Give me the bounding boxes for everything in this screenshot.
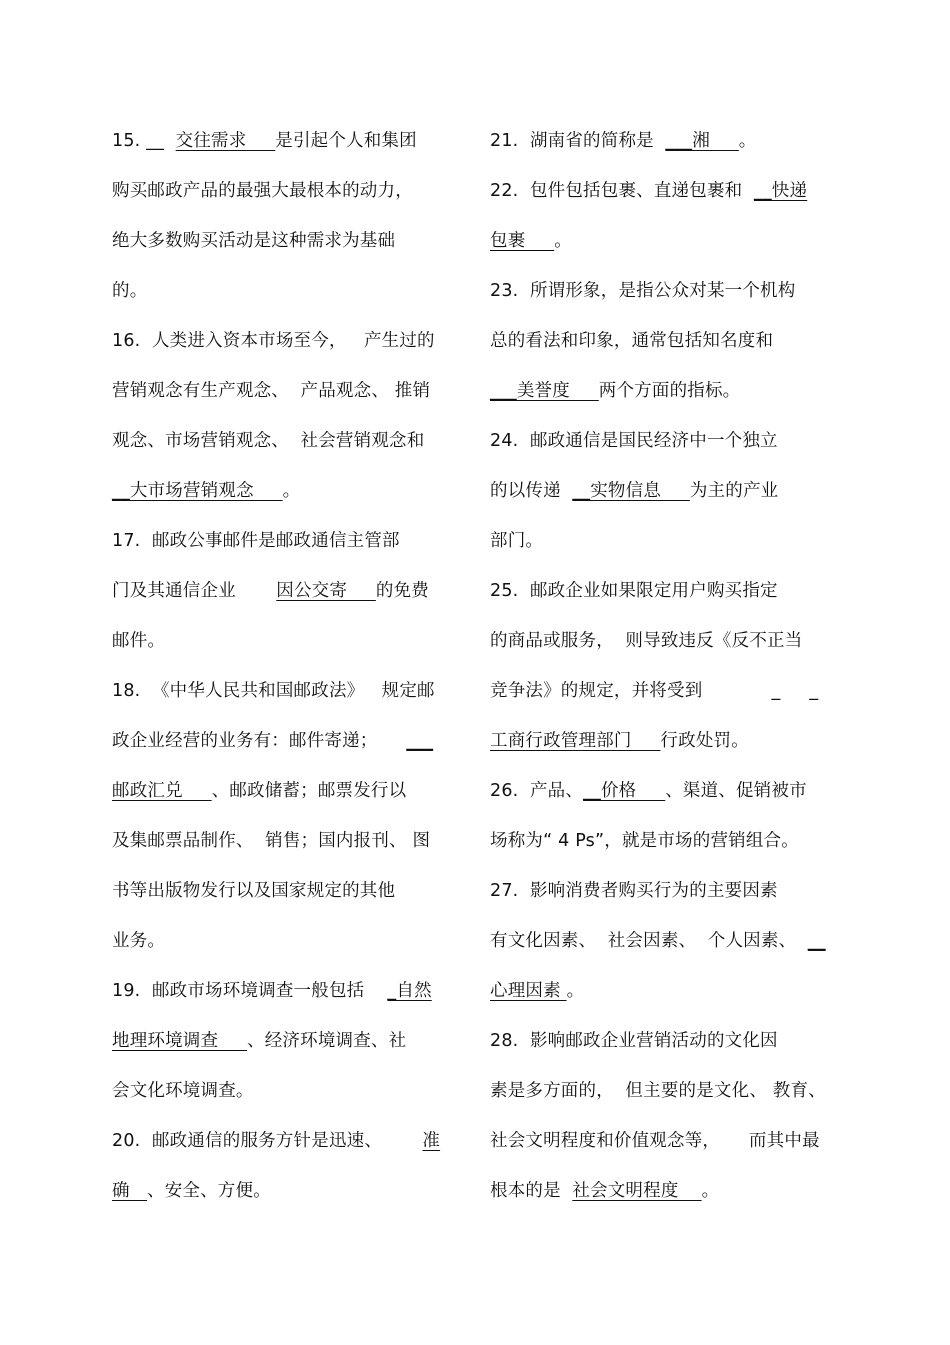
- right-line: [490, 266, 835, 316]
- text-segment: 的免费: [375, 581, 429, 601]
- text-segment: 。: [566, 981, 585, 1001]
- text-segment: 。: [282, 481, 301, 501]
- text-segment: 素是多方面的， 但主要的是文化、 教育、: [490, 1081, 826, 1101]
- answer-blank: _自然: [387, 981, 432, 1001]
- text-segment: 邮件。: [112, 631, 166, 651]
- answer-blank: 交往需求: [175, 131, 276, 151]
- left-line: [112, 416, 457, 466]
- text-segment: 。: [738, 131, 757, 151]
- answer-blank: 工商行政管理部门: [490, 731, 661, 751]
- left-line: [112, 166, 457, 216]
- answer-blank: 包裹: [490, 231, 555, 251]
- answer-blank: __价格: [583, 781, 666, 801]
- left-line: [112, 666, 457, 716]
- right-line: [490, 316, 835, 366]
- answer-blank: 邮政汇兑: [112, 781, 212, 801]
- answer-blank: __大市场营销观念: [112, 481, 283, 501]
- right-line: [490, 116, 835, 166]
- text-segment: 场称为“ 4 Ps”，就是市场的营销组合。: [490, 831, 799, 851]
- left-line: [112, 316, 457, 366]
- left-column: [112, 116, 457, 1216]
- right-line: [490, 616, 835, 666]
- text-segment: 22. 包件包括包裹、直递包裹和: [490, 181, 754, 201]
- text-segment: 为主的产业: [689, 481, 779, 501]
- right-line: [490, 216, 835, 266]
- left-line: [112, 966, 457, 1016]
- text-segment: 15. __: [112, 131, 176, 151]
- text-segment: 的商品或服务， 则导致违反《反不正当: [490, 631, 803, 651]
- right-line: [490, 516, 835, 566]
- text-segment: 24. 邮政通信是国民经济中一个独立: [490, 431, 778, 451]
- answer-blank: ___美誉度: [490, 381, 599, 401]
- answer-blank: 社会文明程度: [572, 1181, 702, 1201]
- text-segment: 购买邮政产品的最强大最根本的动力，: [112, 181, 413, 201]
- text-segment: 两个方面的指标。: [598, 381, 741, 401]
- text-segment: 、渠道、促销被市: [665, 781, 807, 801]
- right-line: [490, 666, 835, 716]
- answer-blank: 心理因素: [490, 981, 567, 1001]
- left-line: [112, 716, 457, 766]
- text-segment: 、经济环境调查、社: [247, 1031, 407, 1051]
- text-segment: 16. 人类进入资本市场至今， 产生过的: [112, 331, 435, 351]
- text-segment: 23. 所谓形象，是指公众对某一个机构: [490, 281, 796, 301]
- answer-blank: __实物信息: [572, 481, 690, 501]
- left-line: [112, 1066, 457, 1116]
- text-segment: 28. 影响邮政企业营销活动的文化因: [490, 1031, 778, 1051]
- right-line: [490, 1166, 835, 1216]
- right-line: [490, 1016, 835, 1066]
- right-line: [490, 416, 835, 466]
- left-line: [112, 516, 457, 566]
- text-segment: 。: [701, 1181, 720, 1201]
- answer-blank: 确: [112, 1181, 147, 1201]
- answer-blank: __: [807, 931, 826, 951]
- text-segment: 书等出版物发行以及国家规定的其他: [112, 881, 396, 901]
- right-line: [490, 866, 835, 916]
- left-line: [112, 616, 457, 666]
- text-segment: 根本的是: [490, 1181, 573, 1201]
- left-line: [112, 216, 457, 266]
- text-segment: 26. 产品、: [490, 781, 584, 801]
- left-line: [112, 916, 457, 966]
- text-segment: 部门。: [490, 531, 544, 551]
- text-segment: 门及其通信企业: [112, 581, 277, 601]
- answer-blank: 准: [422, 1131, 441, 1151]
- left-line: [112, 466, 457, 516]
- right-line: [490, 766, 835, 816]
- text-segment: 的以传递: [490, 481, 573, 501]
- left-line: [112, 766, 457, 816]
- left-line: [112, 266, 457, 316]
- answer-blank: 地理环境调查: [112, 1031, 248, 1051]
- answer-blank: __快递: [753, 181, 808, 201]
- left-line: [112, 1016, 457, 1066]
- right-line: [490, 916, 835, 966]
- text-segment: 会文化环境调查。: [112, 1081, 254, 1101]
- left-line: [112, 566, 457, 616]
- text-segment: 观念、市场营销观念、 社会营销观念和: [112, 431, 425, 451]
- text-segment: 社会文明程度和价值观念等， 而其中最: [490, 1131, 820, 1151]
- right-line: [490, 566, 835, 616]
- text-segment: 、安全、方便。: [147, 1181, 271, 1201]
- text-segment: 总的看法和印象，通常包括知名度和: [490, 331, 774, 351]
- left-line: [112, 116, 457, 166]
- answer-blank: 因公交寄: [276, 581, 376, 601]
- right-line: [490, 1116, 835, 1166]
- text-segment: 有文化因素、 社会因素、 个人因素、: [490, 931, 808, 951]
- text-segment: 。: [554, 231, 572, 251]
- right-line: [490, 966, 835, 1016]
- text-segment: 19. 邮政市场环境调查一般包括: [112, 981, 388, 1001]
- right-line: [490, 1066, 835, 1116]
- left-line: [112, 866, 457, 916]
- right-line: [490, 166, 835, 216]
- answer-blank: ___: [406, 731, 434, 751]
- text-segment: 及集邮票品制作、 销售；国内报刊、 图: [112, 831, 431, 851]
- right-line: [490, 716, 835, 766]
- right-line: [490, 366, 835, 416]
- text-segment: 27. 影响消费者购买行为的主要因素: [490, 881, 778, 901]
- text-segment: 是引起个人和集团: [275, 131, 417, 151]
- text-segment: 的。: [112, 281, 148, 301]
- left-line: [112, 816, 457, 866]
- text-segment: 21. 湖南省的简称是: [490, 131, 666, 151]
- text-segment: 18. 《中华人民共和国邮政法》 规定邮: [112, 681, 435, 701]
- right-line: [490, 466, 835, 516]
- left-line: [112, 366, 457, 416]
- text-segment: 营销观念有生产观念、 产品观念、 推销: [112, 381, 431, 401]
- left-line: [112, 1116, 457, 1166]
- answer-blank: ___湘: [665, 131, 739, 151]
- right-column: [490, 116, 835, 1216]
- right-line: [490, 816, 835, 866]
- text-segment: 、邮政储蓄；邮票发行以: [211, 781, 407, 801]
- left-line: [112, 1166, 457, 1216]
- text-segment: 竞争法》的规定，并将受到 _ _: [490, 681, 819, 701]
- text-segment: 业务。: [112, 931, 166, 951]
- text-segment: 行政处罚。: [660, 731, 749, 751]
- text-segment: 20. 邮政通信的服务方针是迅速、: [112, 1131, 423, 1151]
- text-segment: 25. 邮政企业如果限定用户购买指定: [490, 581, 778, 601]
- text-segment: 政企业经营的业务有：邮件寄递；: [112, 731, 407, 751]
- text-segment: 绝大多数购买活动是这种需求为基础: [112, 231, 396, 251]
- text-segment: 17. 邮政公事邮件是邮政通信主管部: [112, 531, 400, 551]
